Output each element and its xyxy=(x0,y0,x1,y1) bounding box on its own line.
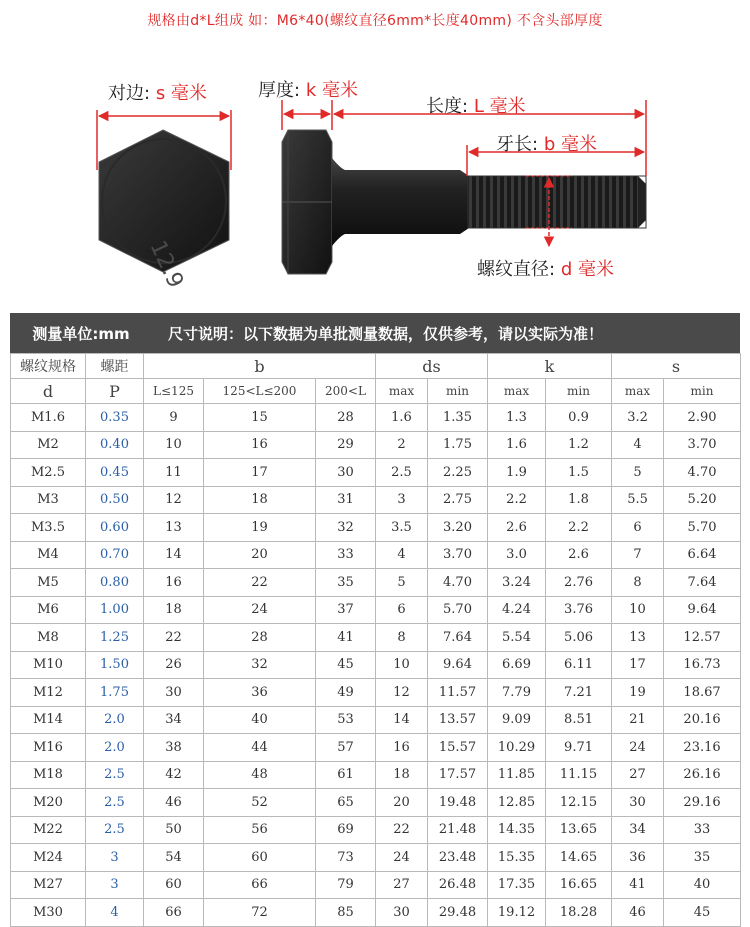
table-cell: 15.57 xyxy=(428,734,488,762)
table-cell: M10 xyxy=(11,651,86,679)
table-cell: 34 xyxy=(612,816,664,844)
table-cell: 20.16 xyxy=(664,706,741,734)
table-cell: 56 xyxy=(204,816,316,844)
table-cell: 2.5 xyxy=(86,789,144,817)
table-cell: 30 xyxy=(612,789,664,817)
table-cell: M8 xyxy=(11,624,86,652)
table-cell: 1.8 xyxy=(546,486,612,514)
table-cell: 24 xyxy=(612,734,664,762)
table-cell: 65 xyxy=(316,789,376,817)
table-cell: 0.80 xyxy=(86,569,144,597)
table-cell: 61 xyxy=(316,761,376,789)
col-k-max: max xyxy=(488,379,546,404)
table-cell: 1.3 xyxy=(488,404,546,432)
table-cell: 12.57 xyxy=(664,624,741,652)
L-dimension-label: 长度: L 毫米 xyxy=(426,96,526,117)
table-cell: 18 xyxy=(204,486,316,514)
table-row xyxy=(11,734,741,762)
col-s-max: max xyxy=(612,379,664,404)
table-cell: 1.75 xyxy=(86,679,144,707)
table-cell: M30 xyxy=(11,899,86,927)
table-cell: 5.54 xyxy=(488,624,546,652)
col-k: k xyxy=(488,354,612,379)
table-cell: 24 xyxy=(204,596,316,624)
col-pitch: 螺距 xyxy=(86,354,144,379)
table-cell: 45 xyxy=(664,899,741,927)
table-cell: 3 xyxy=(86,871,144,899)
table-cell: 41 xyxy=(316,624,376,652)
table-cell: 23.48 xyxy=(428,844,488,872)
table-cell: 1.9 xyxy=(488,459,546,487)
table-cell: 13.65 xyxy=(546,816,612,844)
table-cell: 29.16 xyxy=(664,789,741,817)
table-cell: 9.09 xyxy=(488,706,546,734)
table-cell: 16 xyxy=(144,569,204,597)
table-cell: 17.35 xyxy=(488,871,546,899)
table-cell: 22 xyxy=(204,569,316,597)
col-s: s xyxy=(612,354,741,379)
table-cell: 1.35 xyxy=(428,404,488,432)
table-cell: 12 xyxy=(144,486,204,514)
table-cell: 11 xyxy=(144,459,204,487)
table-cell: M4 xyxy=(11,541,86,569)
table-cell: M3.5 xyxy=(11,514,86,542)
col-b-range-3: 200<L xyxy=(316,379,376,404)
table-cell: 44 xyxy=(204,734,316,762)
table-cell: 2.0 xyxy=(86,706,144,734)
table-cell: 1.50 xyxy=(86,651,144,679)
table-cell: 66 xyxy=(144,899,204,927)
table-cell: 5.70 xyxy=(664,514,741,542)
table-cell: 2.90 xyxy=(664,404,741,432)
table-cell: 5.06 xyxy=(546,624,612,652)
table-cell: 28 xyxy=(204,624,316,652)
table-cell: 14 xyxy=(144,541,204,569)
table-cell: 28 xyxy=(316,404,376,432)
table-cell: 18.67 xyxy=(664,679,741,707)
table-cell: 10 xyxy=(376,651,428,679)
table-cell: 69 xyxy=(316,816,376,844)
table-cell: 15.35 xyxy=(488,844,546,872)
table-row xyxy=(11,871,741,899)
table-row xyxy=(11,844,741,872)
table-cell: 19.48 xyxy=(428,789,488,817)
table-cell: 32 xyxy=(204,651,316,679)
table-cell: 8 xyxy=(376,624,428,652)
col-k-min: min xyxy=(546,379,612,404)
table-cell: 79 xyxy=(316,871,376,899)
table-cell: 35 xyxy=(664,844,741,872)
d-dimension-label: 螺纹直径: d 毫米 xyxy=(477,259,614,280)
table-cell: 31 xyxy=(316,486,376,514)
table-cell: 8 xyxy=(612,569,664,597)
bolt-diagram xyxy=(0,30,750,310)
table-cell: 1.25 xyxy=(86,624,144,652)
table-cell: 19 xyxy=(612,679,664,707)
table-cell: 37 xyxy=(316,596,376,624)
table-cell: M24 xyxy=(11,844,86,872)
table-cell: 12.85 xyxy=(488,789,546,817)
table-cell: M2.5 xyxy=(11,459,86,487)
table-row xyxy=(11,624,741,652)
table-cell: 0.35 xyxy=(86,404,144,432)
hex-head-front-view xyxy=(99,130,229,292)
col-s-min: min xyxy=(664,379,741,404)
table-cell: 13.57 xyxy=(428,706,488,734)
table-cell: 0.60 xyxy=(86,514,144,542)
table-row xyxy=(11,459,741,487)
table-cell: 4 xyxy=(376,541,428,569)
table-cell: 7.64 xyxy=(664,569,741,597)
table-cell: 6.64 xyxy=(664,541,741,569)
s-dimension-label: 对边: s 毫米 xyxy=(108,83,207,104)
table-cell: 1.00 xyxy=(86,596,144,624)
table-cell: 9 xyxy=(144,404,204,432)
table-cell: 2.76 xyxy=(546,569,612,597)
table-cell: 3.76 xyxy=(546,596,612,624)
table-cell: 60 xyxy=(144,871,204,899)
table-cell: 2.25 xyxy=(428,459,488,487)
table-cell: 52 xyxy=(204,789,316,817)
table-cell: 1.5 xyxy=(546,459,612,487)
table-cell: 9.64 xyxy=(664,596,741,624)
table-cell: 22 xyxy=(376,816,428,844)
table-cell: 4 xyxy=(86,899,144,927)
col-b-range-1: L≤125 xyxy=(144,379,204,404)
table-cell: 5 xyxy=(376,569,428,597)
table-cell: 66 xyxy=(204,871,316,899)
table-cell: 1.2 xyxy=(546,431,612,459)
table-cell: 2.75 xyxy=(428,486,488,514)
table-cell: 20 xyxy=(204,541,316,569)
table-cell: 21.48 xyxy=(428,816,488,844)
table-row xyxy=(11,679,741,707)
table-cell: 4 xyxy=(612,431,664,459)
table-cell: 54 xyxy=(144,844,204,872)
table-row xyxy=(11,514,741,542)
table-cell: 1.6 xyxy=(376,404,428,432)
table-cell: 10.29 xyxy=(488,734,546,762)
table-cell: 0.50 xyxy=(86,486,144,514)
table-cell: 3.2 xyxy=(612,404,664,432)
table-cell: 1.6 xyxy=(488,431,546,459)
table-row xyxy=(11,761,741,789)
table-cell: 3.20 xyxy=(428,514,488,542)
table-cell: 9.71 xyxy=(546,734,612,762)
table-row xyxy=(11,431,741,459)
table-cell: 2.2 xyxy=(546,514,612,542)
col-ds: ds xyxy=(376,354,488,379)
table-cell: 2.2 xyxy=(488,486,546,514)
table-cell: 26.16 xyxy=(664,761,741,789)
table-cell: 35 xyxy=(316,569,376,597)
spec-table xyxy=(10,353,741,927)
table-row xyxy=(11,486,741,514)
col-b-range-2: 125<L≤200 xyxy=(204,379,316,404)
table-cell: 10 xyxy=(144,431,204,459)
table-cell: 7.21 xyxy=(546,679,612,707)
table-cell: 50 xyxy=(144,816,204,844)
spec-note: 规格由d*L组成 如：M6*40(螺纹直径6mm*长度40mm) 不含头部厚度 xyxy=(147,13,603,29)
head-marking: 12.9 xyxy=(144,236,188,292)
table-cell: 11.85 xyxy=(488,761,546,789)
b-dimension-label: 牙长: b 毫米 xyxy=(496,134,597,155)
table-cell: 49 xyxy=(316,679,376,707)
table-cell: 10 xyxy=(612,596,664,624)
table-cell: M22 xyxy=(11,816,86,844)
table-cell: 0.40 xyxy=(86,431,144,459)
table-cell: 16.73 xyxy=(664,651,741,679)
table-cell: 18 xyxy=(376,761,428,789)
table-cell: 11.57 xyxy=(428,679,488,707)
table-cell: 29 xyxy=(316,431,376,459)
table-cell: 4.24 xyxy=(488,596,546,624)
table-cell: 4.70 xyxy=(664,459,741,487)
table-cell: 22 xyxy=(144,624,204,652)
table-cell: 42 xyxy=(144,761,204,789)
table-cell: M27 xyxy=(11,871,86,899)
table-cell: 85 xyxy=(316,899,376,927)
col-spec: 螺纹规格 xyxy=(11,354,86,379)
table-cell: 7.64 xyxy=(428,624,488,652)
table-cell: 16 xyxy=(376,734,428,762)
table-cell: 23.16 xyxy=(664,734,741,762)
table-cell: 26.48 xyxy=(428,871,488,899)
table-cell: 7 xyxy=(612,541,664,569)
table-row xyxy=(11,899,741,927)
table-cell: 3 xyxy=(376,486,428,514)
table-cell: 0.9 xyxy=(546,404,612,432)
table-cell: 2.5 xyxy=(86,761,144,789)
table-cell: M3 xyxy=(11,486,86,514)
table-cell: 53 xyxy=(316,706,376,734)
table-cell: 38 xyxy=(144,734,204,762)
table-cell: 15 xyxy=(204,404,316,432)
table-cell: 32 xyxy=(316,514,376,542)
table-cell: 24 xyxy=(376,844,428,872)
table-cell: 18.28 xyxy=(546,899,612,927)
table-cell: 45 xyxy=(316,651,376,679)
table-cell: 4.70 xyxy=(428,569,488,597)
table-cell: 1.75 xyxy=(428,431,488,459)
table-cell: 27 xyxy=(376,871,428,899)
table-title-bar xyxy=(10,313,740,353)
col-spec-symbol: d xyxy=(11,379,86,404)
table-cell: 19.12 xyxy=(488,899,546,927)
table-cell: 26 xyxy=(144,651,204,679)
table-row xyxy=(11,651,741,679)
table-cell: 0.70 xyxy=(86,541,144,569)
table-cell: M12 xyxy=(11,679,86,707)
table-cell: 48 xyxy=(204,761,316,789)
table-cell: 12 xyxy=(376,679,428,707)
table-cell: 36 xyxy=(612,844,664,872)
table-cell: 17 xyxy=(204,459,316,487)
table-cell: 6 xyxy=(376,596,428,624)
table-cell: 29.48 xyxy=(428,899,488,927)
table-cell: M14 xyxy=(11,706,86,734)
header-row-1 xyxy=(11,354,741,379)
table-cell: 6.11 xyxy=(546,651,612,679)
table-cell: 5 xyxy=(612,459,664,487)
table-cell: 7.79 xyxy=(488,679,546,707)
table-cell: 6 xyxy=(612,514,664,542)
table-cell: M16 xyxy=(11,734,86,762)
table-cell: 5.5 xyxy=(612,486,664,514)
table-cell: 2.6 xyxy=(546,541,612,569)
col-ds-min: min xyxy=(428,379,488,404)
table-cell: 3 xyxy=(86,844,144,872)
table-cell: 18 xyxy=(144,596,204,624)
table-cell: 46 xyxy=(144,789,204,817)
table-body xyxy=(11,404,741,927)
table-cell: 57 xyxy=(316,734,376,762)
table-description: 尺寸说明：以下数据为单批测量数据，仅供参考，请以实际为准！ xyxy=(168,324,604,343)
table-cell: 5.70 xyxy=(428,596,488,624)
table-cell: 14 xyxy=(376,706,428,734)
table-cell: 34 xyxy=(144,706,204,734)
table-cell: M2 xyxy=(11,431,86,459)
table-cell: 3.0 xyxy=(488,541,546,569)
table-cell: 40 xyxy=(204,706,316,734)
table-cell: 14.65 xyxy=(546,844,612,872)
table-cell: M5 xyxy=(11,569,86,597)
table-cell: 19 xyxy=(204,514,316,542)
table-cell: M20 xyxy=(11,789,86,817)
table-cell: 30 xyxy=(144,679,204,707)
k-dimension-label: 厚度: k 毫米 xyxy=(258,80,358,101)
table-cell: 11.15 xyxy=(546,761,612,789)
table-cell: 40 xyxy=(664,871,741,899)
table-row xyxy=(11,404,741,432)
table-cell: 2.6 xyxy=(488,514,546,542)
table-cell: 72 xyxy=(204,899,316,927)
table-cell: 2.0 xyxy=(86,734,144,762)
table-cell: M6 xyxy=(11,596,86,624)
table-cell: 3.70 xyxy=(428,541,488,569)
table-cell: 13 xyxy=(612,624,664,652)
unit-label: 测量单位:mm xyxy=(32,324,130,343)
table-cell: 8.51 xyxy=(546,706,612,734)
table-row xyxy=(11,569,741,597)
dimension-table xyxy=(10,313,740,927)
table-cell: 2.5 xyxy=(86,816,144,844)
table-cell: 3.70 xyxy=(664,431,741,459)
table-row xyxy=(11,541,741,569)
table-cell: 33 xyxy=(316,541,376,569)
table-cell: 16.65 xyxy=(546,871,612,899)
table-cell: 2 xyxy=(376,431,428,459)
col-ds-max: max xyxy=(376,379,428,404)
table-cell: 16 xyxy=(204,431,316,459)
table-cell: 30 xyxy=(316,459,376,487)
table-row xyxy=(11,816,741,844)
table-cell: 3.5 xyxy=(376,514,428,542)
table-cell: 6.69 xyxy=(488,651,546,679)
table-cell: 3.24 xyxy=(488,569,546,597)
table-cell: 30 xyxy=(376,899,428,927)
table-cell: 46 xyxy=(612,899,664,927)
table-cell: 9.64 xyxy=(428,651,488,679)
table-row xyxy=(11,706,741,734)
table-cell: 36 xyxy=(204,679,316,707)
table-cell: 21 xyxy=(612,706,664,734)
table-cell: 12.15 xyxy=(546,789,612,817)
col-pitch-symbol: P xyxy=(86,379,144,404)
table-row xyxy=(11,596,741,624)
table-cell: 17 xyxy=(612,651,664,679)
table-row xyxy=(11,789,741,817)
table-cell: 60 xyxy=(204,844,316,872)
table-cell: 27 xyxy=(612,761,664,789)
table-cell: M1.6 xyxy=(11,404,86,432)
col-b: b xyxy=(144,354,376,379)
table-cell: 17.57 xyxy=(428,761,488,789)
table-cell: 2.5 xyxy=(376,459,428,487)
table-cell: 33 xyxy=(664,816,741,844)
table-cell: 14.35 xyxy=(488,816,546,844)
table-cell: 13 xyxy=(144,514,204,542)
table-cell: 41 xyxy=(612,871,664,899)
table-cell: 5.20 xyxy=(664,486,741,514)
table-cell: M18 xyxy=(11,761,86,789)
table-cell: 20 xyxy=(376,789,428,817)
table-cell: 0.45 xyxy=(86,459,144,487)
table-cell: 73 xyxy=(316,844,376,872)
header-row-2 xyxy=(11,379,741,404)
